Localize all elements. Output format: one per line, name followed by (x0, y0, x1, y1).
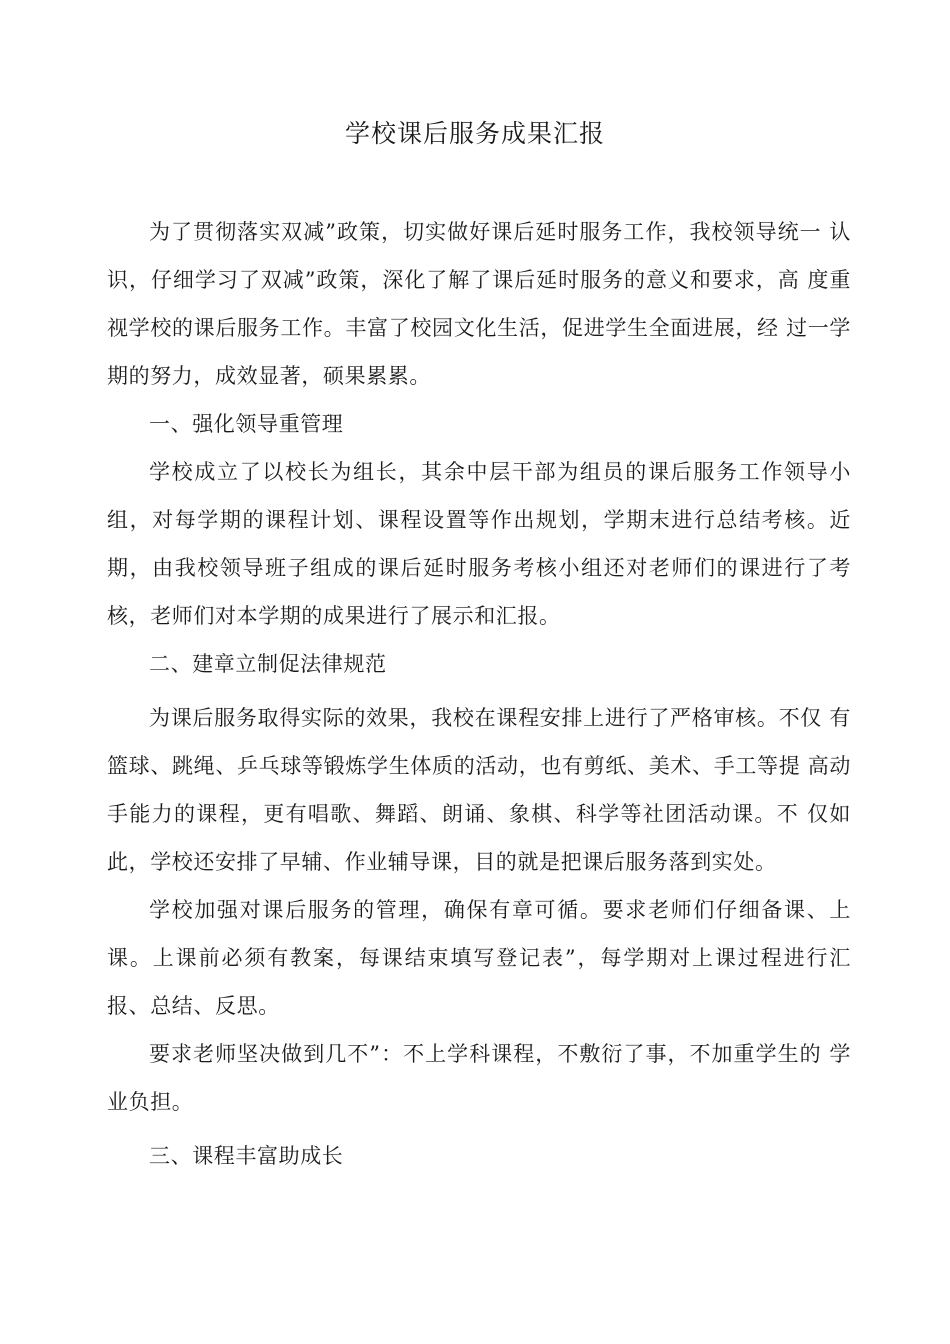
paragraph-requirements: 要求老师坚决做到几不”：不上学科课程，不敷衍了事，不加重学生的 学业负担。 (107, 1042, 851, 1114)
paragraph-leadership: 学校成立了以校长为组长，其余中层干部为组员的课后服务工作领导小组，对每学期的课程计划、课程设置等作出规划，学期末进行总结考核。近期，由我校领导班子组成的课后延时服务考核小组还对老师们的课进行了考核，老师们对本学期的成果进行了展示和汇报。 (107, 460, 851, 628)
paragraph-curriculum: 为课后服务取得实际的效果，我校在课程安排上进行了严格审核。不仅 有篮球、跳绳、乒乓球等锻炼学生体质的活动，也有剪纸、美术、手工等提 高动手能力的课程，更有唱歌、舞蹈、朗诵、象棋、科学等社团活动课。不 仅如此，学校还安排了早辅、作业辅导课，目的就是把课后服务落到实处。 (107, 706, 851, 874)
paragraph-management: 学校加强对课后服务的管理，确保有章可循。要求老师们仔细备课、上课。上课前必须有教案，每课结束填写登记表”，每学期对上课过程进行汇报、总结、反思。 (107, 898, 851, 1018)
document-body (107, 208, 851, 1180)
section-heading-1: 一、强化领导重管理 (149, 412, 344, 436)
paragraph-intro: 为了贯彻落实双减”政策，切实做好课后延时服务工作，我校领导统一 认识，仔细学习了双减”政策，深化了解了课后延时服务的意义和要求，高 度重视学校的课后服务工作。丰富了校园文化生活，促进学生全面进展，经 过一学期的努力，成效显著，硕果累累。 (107, 220, 851, 388)
section-heading-3: 三、课程丰富助成长 (149, 1144, 344, 1168)
section-heading-2: 二、建章立制促法律规范 (149, 652, 387, 676)
document-title: 学校课后服务成果汇报 (344, 119, 605, 148)
